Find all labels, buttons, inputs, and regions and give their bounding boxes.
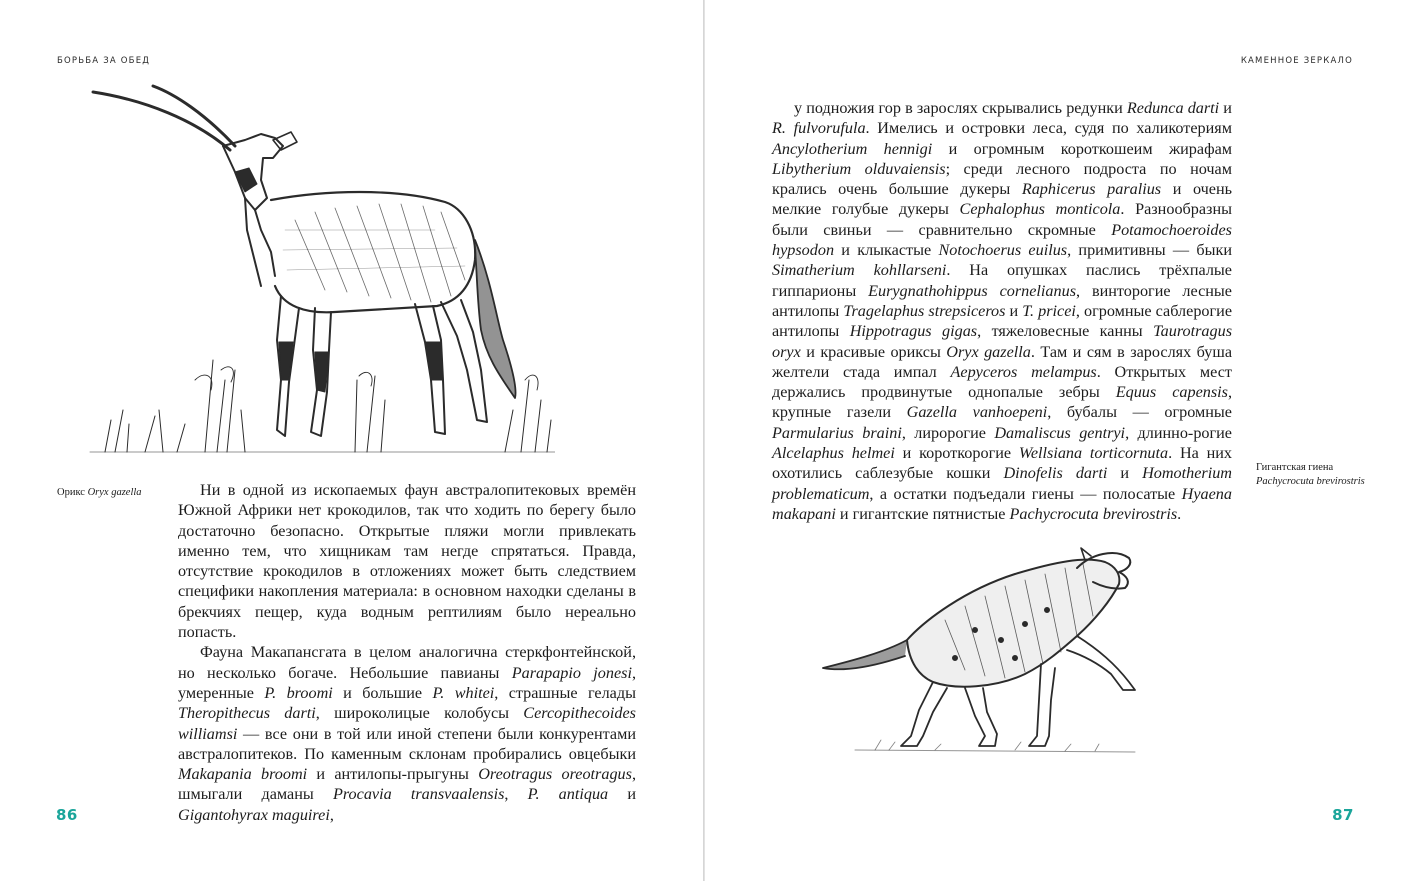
text-run: . На них охотились саблезубые кошки [772,444,1233,483]
text-run: и красивые ориксы [800,342,947,361]
text-run: , лиророгие [901,423,995,442]
body-paragraph [772,98,1232,524]
text-run: , а остатки подъедали гиены — полосатые [869,484,1182,503]
text-run: — все они в той или иной степени были конкурентами австралопитеков. По каменным склонам пробирались овцебыки [178,724,636,763]
species-name: Damaliscus gentryi [994,423,1126,442]
text-run: , широколицые колобусы [315,704,524,723]
species-name: Wellsiana torticornuta [1018,444,1169,463]
species-name: P. whitei [432,683,495,702]
species-name: Simatherium kohllarseni [772,261,947,280]
text-run: , тяжеловесные канны [977,322,1154,341]
text-run: , умеренные [178,663,636,702]
text-run: , шмыгали даманы [178,765,636,804]
text-run: , [504,785,528,804]
text-run: и огромным короткошеим жирафам [932,139,1232,158]
species-name: Eurygnathohippus cornelianus [868,281,1077,300]
text-run: , страшные гелады [494,683,636,702]
oryx-illustration [85,80,555,460]
text-run: , длинно-рогие [1125,423,1232,442]
caption-line1: Гигантская гиена [1256,462,1334,473]
species-name: Potamochoeroides hypsodon [772,220,1232,260]
hyena-illustration [815,540,1145,765]
running-head-left: БОРЬБА ЗА ОБЕД [57,56,151,66]
species-name: T. pricei [1022,301,1076,320]
species-name: Cephalophus monticola [959,200,1121,219]
body-text-right [772,98,1232,524]
text-run: Ни в одной из ископаемых фаун австралопитековых времён Южной Африки нет крокодилов, так что ходить по берегу было достаточно безопасно. Открытые пляжи могли привлекать именно тем, что хищникам там негде спрятаться. Правда, отсутствие крокодилов в отложениях может быть следствием специфики накопления материала: в основном находки сделаны в брекчиях пещер, куда водным рептилиям было нереально попасть. [178,481,636,642]
species-name: Hippotragus gigas [849,322,978,341]
body-paragraph [178,480,636,642]
caption-latin: Pachycrocuta brevirostris [1256,476,1365,487]
figure-caption-left [57,486,172,500]
text-run: и антилопы-прыгуны [307,765,479,784]
text-run: и [1107,464,1143,483]
text-run: . На опушках паслись трёхпалые гиппарионы [772,261,1232,300]
page-number-left: 86 [56,806,78,824]
species-name: R. fulvorufula [772,119,866,138]
species-name: Alcelaphus helmei [772,444,895,463]
text-run: у подножия гор в зарослях скрывались редунки [794,99,1127,117]
species-name: Oryx gazella [946,342,1031,361]
text-run: и очень мелкие голубые дукеры [772,180,1233,219]
text-run: , бубалы — огромные [1047,403,1232,422]
species-name: Parapapio jonesi [511,663,632,682]
body-text-left [178,480,636,825]
species-name: Oreotragus oreotragus [478,765,632,784]
species-name: Gigantohyrax maguirei [178,805,330,824]
species-name: Ancylotherium hennigi [772,139,933,158]
page-gutter [703,0,705,881]
text-run: . Открытых мест держались продвинутые однопалые зебры [772,362,1232,402]
caption-prefix: Орикс [57,487,88,498]
species-name: Notochoerus euilus [938,241,1068,260]
running-head-right: КАМЕННОЕ ЗЕРКАЛО [1240,56,1353,66]
text-run: и [1219,99,1232,117]
species-name: Dinofelis darti [1003,464,1108,483]
species-name: P. antiqua [527,785,609,804]
body-paragraph [178,642,636,825]
species-name: Gazella vanhoepeni [906,403,1048,422]
text-run: , примитивны — быки [1067,241,1233,260]
species-name: Homotherium problematicum [772,464,1232,503]
species-name: Equus capensis [1115,383,1228,402]
text-run: , винторогие лесные антилопы [772,281,1232,320]
species-name: Makapania broomi [178,765,308,784]
species-name: Aepyceros melampus [950,362,1097,381]
species-name: Cercopithecoides williamsi [178,704,636,743]
text-run: и гигантские пятнистые [835,504,1010,523]
text-run: Фауна Макапансгата в целом аналогична стеркфонтейнской, но несколько богаче. Небольшие павианы [178,643,636,682]
species-name: Libytherium olduvaiensis [772,159,946,178]
text-run: . Имелись и островки леса, судя по халикотериям [865,119,1232,138]
text-run: и короткорогие [894,444,1019,463]
text-run: и большие [332,683,433,702]
caption-latin: Oryx gazella [87,487,142,498]
species-name: P. broomi [264,683,333,702]
species-name: Pachycrocuta brevirostris [1009,504,1178,523]
text-run: , [329,805,334,824]
text-run: и клыкастые [834,241,939,260]
figure-caption-right [1256,461,1366,489]
species-name: Procavia transvaalensis [332,785,505,804]
text-run: , огромные саблерогие антилопы [772,301,1232,341]
species-name: Theropithecus darti [178,704,316,723]
text-run: и [608,785,636,804]
species-name: Taurotragus oryx [772,322,1232,361]
text-run: и [1005,301,1023,320]
text-run: ; среди лесного подроста по ночам крались очень большие дукеры [772,159,1232,199]
species-name: Parmularius braini [772,423,902,442]
page-number-right: 87 [1332,806,1354,824]
species-name: Redunca darti [1126,99,1220,117]
text-run: . Там и сям в зарослях буша желтели стада импал [772,342,1233,381]
text-run: . [1177,504,1182,523]
species-name: Raphicerus paralius [1021,180,1162,199]
text-run: . Разнообразны были свиньи — сравнительно скромные [772,200,1232,239]
text-run: , крупные газели [772,383,1233,422]
species-name: Tragelaphus strepsiceros [843,301,1006,320]
species-name: Hyaena makapani [772,484,1232,523]
